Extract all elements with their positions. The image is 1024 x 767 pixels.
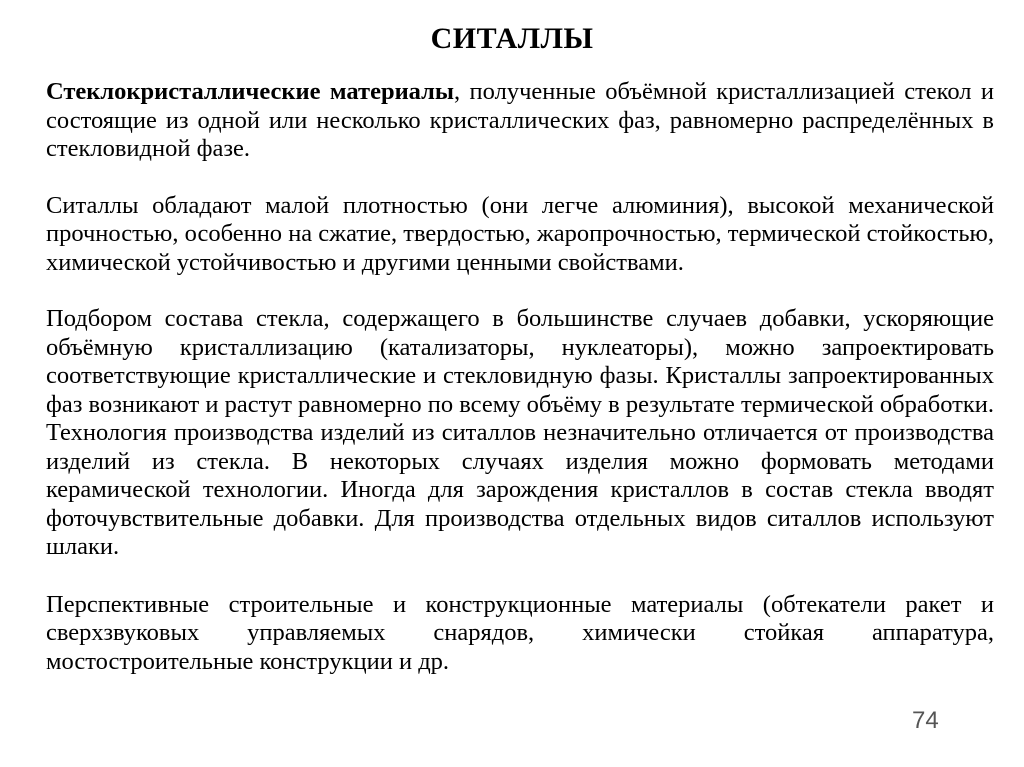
paragraph-technology: Подбором состава стекла, содержащего в большинстве случаев добавки, ускоряющие объёмную кристаллизацию (катализаторы, нуклеаторы), можно запроектировать соответствующие кристаллические и стекловидную фазы. Кристаллы запроектированных фаз возникают и растут равномерно по всему объёму в результате термической обработки. Технология производства изделий из ситаллов незначительно отличается от производства изделий из стекла. В некоторых случаях изделия можно формовать методами керамической технологии. Иногда для зарождения кристаллов в состав стекла вводят фоточувствительные добавки. Для производства отдельных видов ситаллов используют шлаки. [46, 305, 994, 560]
paragraph-applications: Перспективные строительные и конструкционные материалы (обтекатели ракет и сверхзвуковых управляемых снарядов, химически стойкая аппаратура, мостостроительные конструкции и др. [46, 590, 994, 675]
defined-term: Стеклокристаллические материалы [46, 78, 455, 105]
paragraph-definition [46, 78, 994, 164]
page-number: 74 [912, 707, 939, 734]
slide-title: СИТАЛЛЫ [430, 22, 594, 55]
definition-text: , полученные объёмной кристаллизацией стекол и состоящие из одной или несколько кристаллических фаз, равномерно распределённых в стекловидной фазе. [46, 78, 994, 162]
paragraph-properties: Ситаллы обладают малой плотностью (они легче алюминия), высокой механической прочностью, особенно на сжатие, твердостью, жаропрочностью, термической стойкостью, химической устойчивостью и другими ценными свойствами. [46, 191, 994, 276]
slide-body [46, 78, 994, 704]
